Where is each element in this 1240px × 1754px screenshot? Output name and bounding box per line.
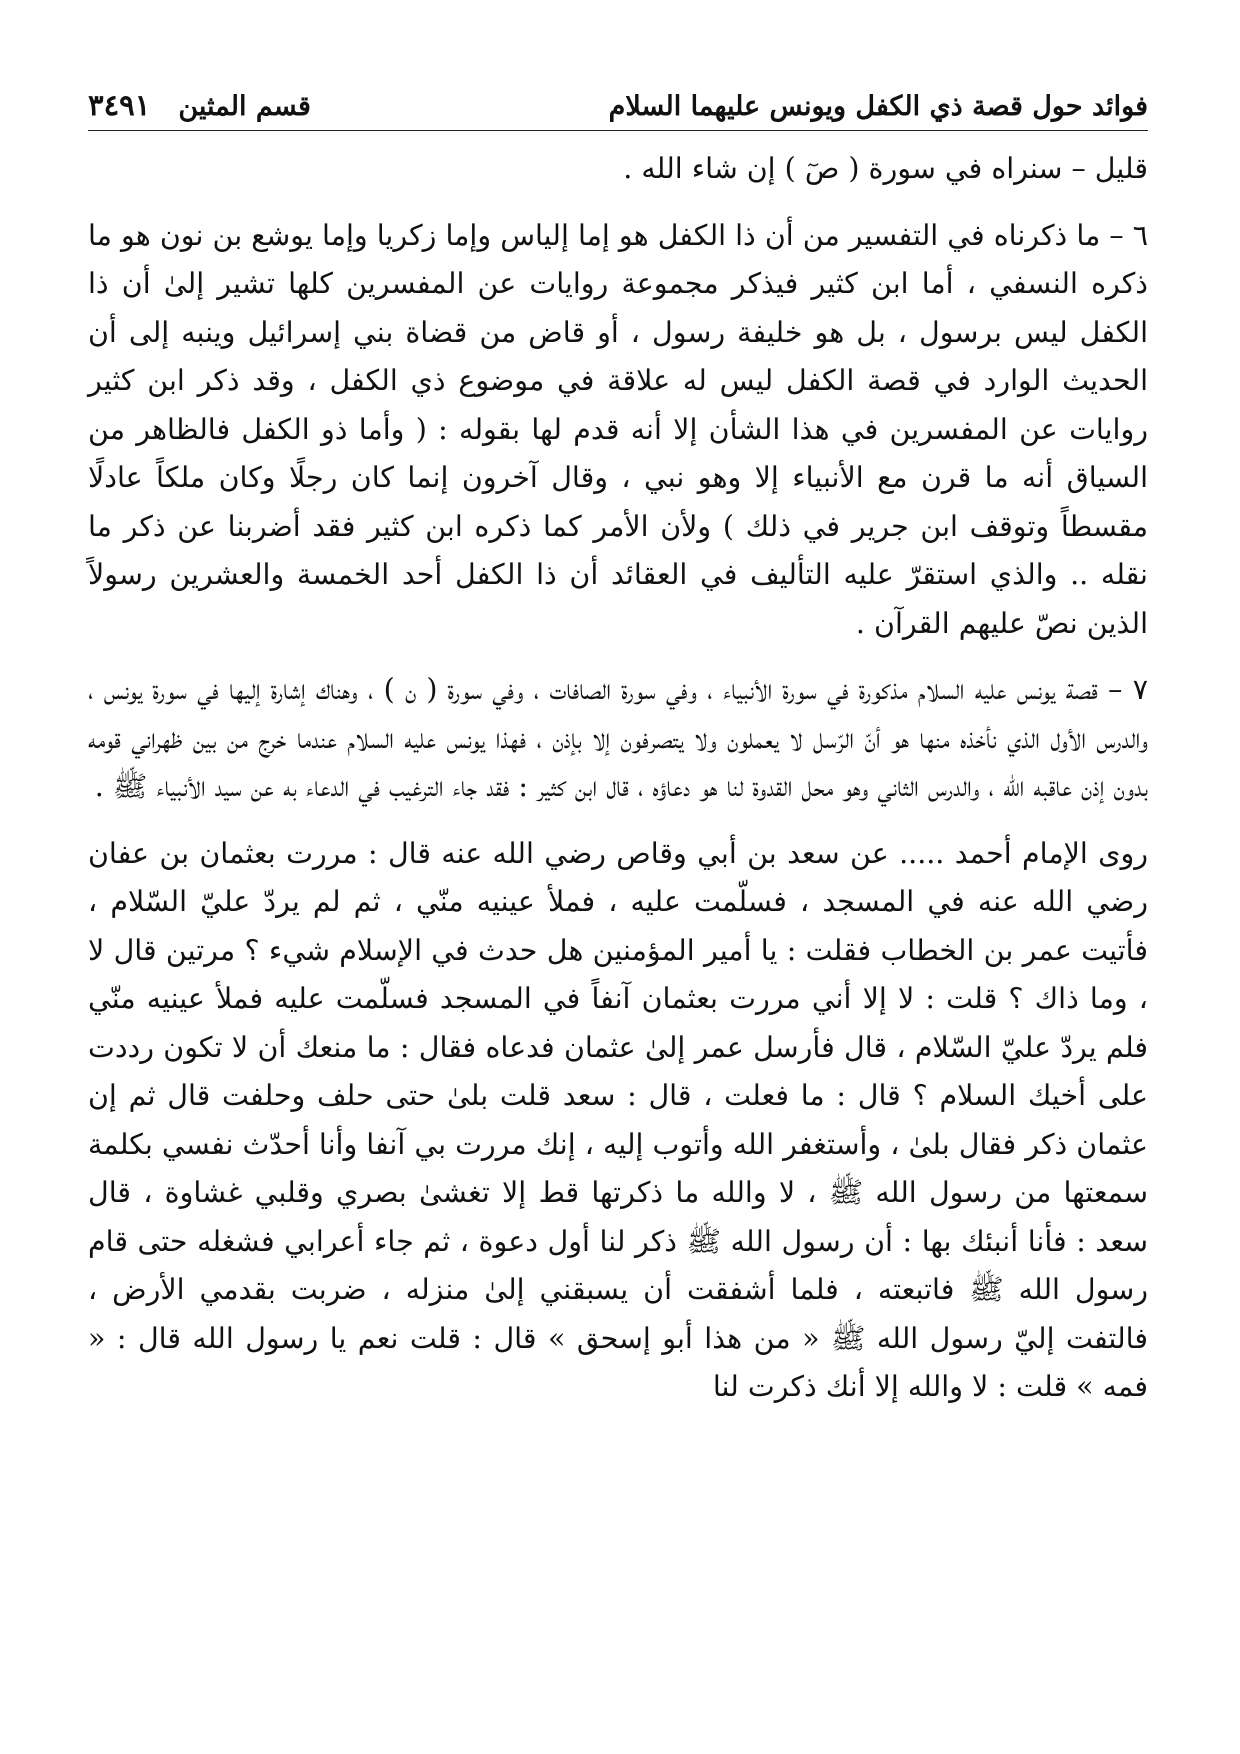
header-meta <box>88 88 311 122</box>
paragraph-hadith: روى الإمام أحمد ..... عن سعد بن أبي وقاص رضي الله عنه قال : مررت بعثمان بن عفان رضي الله عنه في المسجد ، فسلّمت عليه ، فملأ عينيه منّي ، ثم لم يردّ عليّ السّلام ، فأتيت عمر بن الخطاب فقلت : يا أمير المؤمنين هل حدث في الإسلام شيء ؟ مرتين قال لا ، وما ذاك ؟ قلت : لا إلا أني مررت بعثمان آنفاً في المسجد فسلّمت عليه فملأ عينيه منّي فلم يردّ عليّ السّلام ، قال فأرسل عمر إلىٰ عثمان فدعاه فقال : ما منعك أن لا تكون رددت على أخيك السلام ؟ قال : ما فعلت ، قال : سعد قلت بلىٰ حتى حلف وحلفت قال ثم إن عثمان ذكر فقال بلىٰ ، وأستغفر الله وأتوب إليه ، إنك مررت بي آنفا وأنا أحدّث نفسي بكلمة سمعتها من رسول الله ﷺ ، لا والله ما ذكرتها قط إلا تغشىٰ بصري وقلبي غشاوة ، قال سعد : فأنا أنبئك بها : أن رسول الله ﷺ ذكر لنا أول دعوة ، ثم جاء أعرابي فشغله حتى قام رسول الله ﷺ فاتبعته ، فلما أشفقت أن يسبقني إلىٰ منزله ، ضربت بقدمي الأرض ، فالتفت إليّ رسول الله ﷺ « من هذا أبو إسحق » قال : قلت نعم يا رسول الله قال : « فمه » قلت : لا والله إلا أنك ذكرت لنا <box>88 836 1148 1403</box>
running-title: فوائد حول قصة ذي الكفل ويونس عليهما السلام <box>608 91 1148 122</box>
section-name: قسم المثين <box>178 91 311 122</box>
paragraph-point-6: ٦ – ما ذكرناه في التفسير من أن ذا الكفل هو إما إلياس وإما زكريا وإما يوشع بن نون هو ما ذكره النسفي ، أما ابن كثير فيذكر مجموعة روايات عن المفسرين كلها تشير إلىٰ أن ذا الكفل ليس برسول ، بل هو خليفة رسول ، أو قاض من قضاة بني إسرائيل وينبه إلى أن الحديث الوارد في قصة الكفل ليس له علاقة في موضوع ذي الكفل ، وقد ذكر ابن كثير روايات عن المفسرين في هذا الشأن إلا أنه قدم لها بقوله : ( وأما ذو الكفل فالظاهر من السياق أنه ما قرن مع الأنبياء إلا وهو نبي ، وقال آخرون إنما كان رجلًا وكان ملكاً عادلًا مقسطاً وتوقف ابن جرير في ذلك ) ولأن الأمر كما ذكره ابن كثير فقد أضربنا عن ذكر ما نقله .. والذي استقرّ عليه التأليف في العقائد أن ذا الكفل أحد الخمسة والعشرين رسولاً الذين نصّ عليهم القرآن . <box>88 218 1148 640</box>
document-page <box>88 60 1148 1412</box>
paragraph-point-7: ٧ – قصة يونس عليه السلام مذكورة في سورة الأنبياء ، وفي سورة الصافات ، وفي سورة ( ن ) ، وهناك إشارة إليها في سورة يونس ، والدرس الأول الذي نأخذه منها هو أنّ الرّسل لا يعملون ولا يتصرفون إلا بإذن ، فهذا يونس عليه السلام عندما خرج من بين ظهراني قومه بدون إذن عاقبه الله ، والدرس الثاني وهو محل القدوة لنا هو دعاؤه ، قال ابن كثير : فقد جاء الترغيب في الدعاء به عن سيد الأنبياء ﷺ . <box>88 673 1148 803</box>
header-rule <box>88 130 1148 131</box>
page-header <box>88 60 1148 122</box>
paragraph-continuation: قليل – سنراه في سورة ( صٓ ) إن شاء الله . <box>623 152 1148 185</box>
page-number: ٣٤٩١ <box>88 88 151 122</box>
